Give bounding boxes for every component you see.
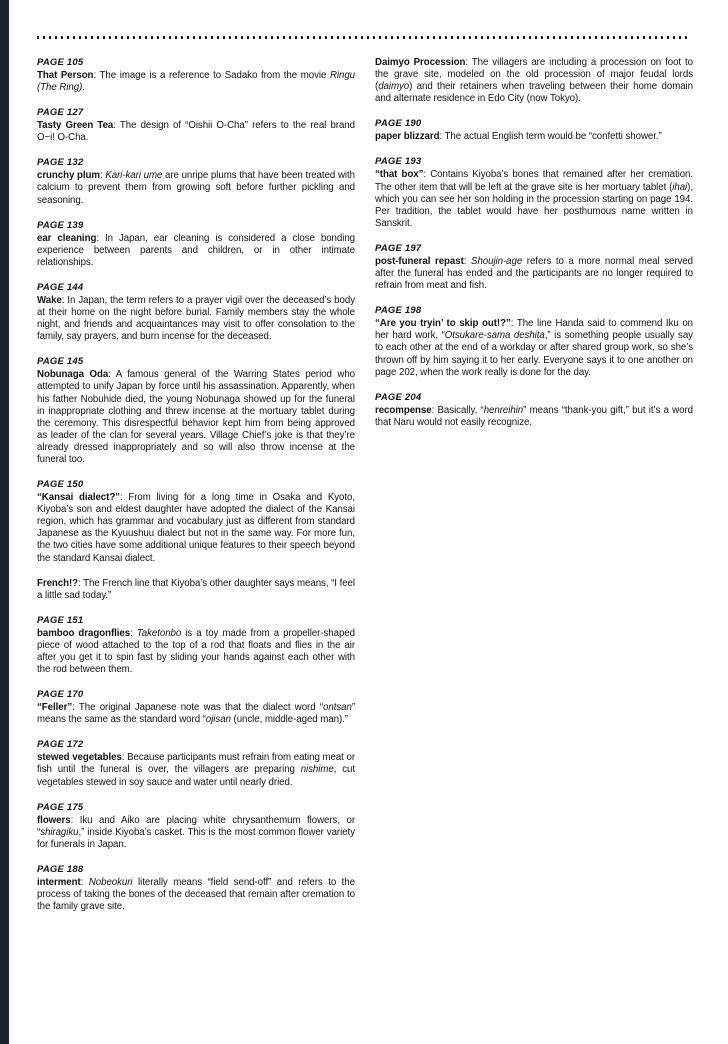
page-reference-label: PAGE 198	[375, 305, 422, 317]
note-text: ” means the same as the standard word “	[37, 702, 355, 726]
page-reference-label: PAGE 127	[37, 107, 84, 119]
note-italic-term: ojisan	[205, 714, 231, 726]
note-entry	[37, 157, 355, 206]
note-italic-term: Shoujin-age	[471, 255, 523, 267]
note-entry-body	[37, 877, 355, 913]
note-entry-body	[375, 169, 693, 229]
note-italic-term: henreihin	[483, 404, 524, 416]
note-entry-body	[37, 170, 355, 206]
note-entry	[37, 615, 355, 676]
note-entry	[37, 479, 355, 565]
page-reference-label: PAGE 193	[375, 156, 422, 168]
note-entry	[37, 739, 355, 788]
binding-strip	[0, 0, 9, 1044]
note-entry	[37, 282, 355, 343]
note-entry	[375, 392, 693, 429]
page-reference-label: PAGE 204	[375, 391, 422, 403]
dotted-divider	[37, 36, 690, 39]
left-column	[37, 57, 355, 913]
note-entry-body	[37, 233, 355, 269]
page-reference-label: PAGE 188	[37, 863, 84, 875]
note-entry-body	[37, 70, 355, 94]
note-text: : The line Handa said to commend Iku on her hard work, “	[375, 318, 693, 342]
page-reference-label: PAGE 145	[37, 356, 84, 368]
note-text: : The actual English term would be “confetti shower.”	[439, 131, 662, 143]
note-entry-body	[37, 702, 355, 726]
note-term: Wake	[37, 294, 62, 306]
note-text: .	[82, 82, 85, 94]
note-text: : Basically, “	[431, 404, 484, 416]
page-reference-label: PAGE 190	[375, 118, 422, 130]
note-entry	[37, 57, 355, 94]
note-text: are unripe plums that have been treated with calcium to prevent them from growing soft before further pickling and seasoning.	[37, 170, 355, 206]
note-text: , cut vegetables stewed in soy sauce and water until nearly dried.	[37, 764, 355, 788]
note-entry-body	[375, 318, 693, 378]
note-entry	[375, 243, 693, 292]
note-entry	[375, 156, 693, 229]
note-entry-body	[37, 492, 355, 565]
page-reference-label: PAGE 170	[37, 689, 84, 701]
note-term: crunchy plum	[37, 170, 100, 182]
note-italic-term: Ringu (The Ring)	[37, 70, 356, 94]
note-text: : Contains Kiyoba’s bones that remained after her cremation. The other item that will be left at the grave site is her mortuary tablet (	[375, 169, 694, 193]
note-italic-term: daimyo	[378, 81, 410, 93]
note-text: ) and their retainers when traveling between their home domain and alternate residence in Edo City (now Tokyo).	[375, 81, 693, 105]
note-text: : A famous general of the Warring States period who attempted to unify Japan by force until his assassination. Apparently, when his father Nobuhide died, the young Nobunaga showed up for the funeral in inappropriate clothing and threw incense at the mortuary tablet during the ceremony. This disrespectful behavior kept him from being approved as leader of the clan for several years. Village Chief’s joke is that they’re already dressed inappropriately and so will also throw incense at the funeral too.	[37, 369, 355, 465]
note-term: paper blizzard	[375, 131, 440, 143]
note-term: post-funeral repast	[375, 255, 464, 267]
page-reference-label: PAGE 150	[37, 479, 84, 491]
note-entry	[37, 864, 355, 913]
note-italic-term: ontsan	[323, 702, 352, 714]
note-text: : The design of “Oishii O-Cha” refers to the real brand O~i! O-Cha.	[37, 120, 355, 144]
note-entry	[375, 118, 693, 143]
note-term: bamboo dragonflies	[37, 627, 131, 639]
page-content	[9, 0, 728, 1044]
note-text: ,” is something people usually say to each other at the end of a workday or after shared group work, so she’s thrown off by him saying it to her early. Everyone says it to one another on page 202, when the work really is done for the day.	[375, 330, 693, 378]
note-term: Daimyo Procession	[375, 57, 466, 68]
note-entry	[37, 689, 355, 726]
note-text: : The villagers are including a procession on foot to the grave site, modeled on the old procession of major feudal lords (	[375, 57, 693, 93]
note-entry	[37, 356, 355, 466]
note-text: is a toy made from a propeller-shaped piece of wood attached to the top of a rod that floats and flies in the air after you get it to spin fast by sliding your hands against each other with the rod between them.	[37, 627, 355, 676]
note-italic-term: ihai	[672, 181, 688, 193]
note-entry	[375, 57, 693, 105]
note-term: “Are you tryin’ to skip out!?”	[375, 318, 511, 330]
note-entry	[37, 107, 355, 144]
page-reference-label: PAGE 197	[375, 242, 422, 254]
note-entry-body	[37, 815, 355, 851]
note-term: flowers	[37, 814, 71, 826]
note-entry-body	[37, 295, 355, 343]
note-entry	[37, 802, 355, 851]
note-entry	[375, 305, 693, 378]
note-text: : The image is a reference to Sadako from the movie	[93, 70, 330, 81]
note-italic-term: Otsukare-sama deshita	[444, 330, 545, 342]
note-entry	[37, 578, 355, 602]
note-text: ), which you can see her son holding in the procession starting on page 194. Per tradition, the tablet would have her posthumous name written in Sanskrit.	[375, 181, 693, 229]
page-reference-label: PAGE 172	[37, 739, 84, 751]
note-text: : The French line that Kiyoba’s other daughter says means, “I feel a little sad today.”	[37, 577, 355, 601]
note-term: “Kansai dialect?”	[37, 492, 120, 504]
two-column-layout	[37, 57, 694, 913]
note-text: : From living for a long time in Osaka and Kyoto, Kiyoba’s son and eldest daughter have adopted the dialect of the Kansai region, which has grammar and vocabulary just as different from standard Japanese as the Kyuushuu dialect but not in the same way. For more fun, the two cities have some additional unique features to their speech beyond the standard Kansai dialect.	[37, 492, 356, 564]
note-term: Nobunaga Oda	[37, 369, 109, 381]
note-entry	[37, 220, 355, 269]
note-text: refers to a more normal meal served after the funeral has ended and the participants are no longer required to refrain from meat and fish.	[375, 255, 693, 292]
note-text: ” means “thank-you gift,” but it’s a word that Naru would not easily recognize.	[375, 404, 693, 428]
note-italic-term: shiragiku	[40, 826, 79, 838]
note-term: ear cleaning	[37, 232, 97, 244]
right-column	[375, 57, 693, 429]
note-term: “that box”	[375, 169, 424, 181]
note-italic-term: Kari-kari ume	[105, 170, 163, 182]
note-text: :	[130, 627, 137, 639]
note-text: :	[80, 876, 89, 888]
note-text: : In Japan, ear cleaning is considered a close bonding experience between parents and children, or in other intimate relationships.	[37, 232, 355, 268]
note-entry-body	[37, 120, 355, 144]
note-term: interment	[37, 876, 81, 888]
note-entry-body	[375, 405, 693, 429]
note-italic-term: Taketonbo	[136, 627, 182, 639]
note-entry-body	[375, 256, 693, 292]
page-reference-label: PAGE 105	[37, 57, 84, 68]
page-reference-label: PAGE 144	[37, 281, 84, 293]
page-reference-label: PAGE 151	[37, 614, 84, 626]
note-entry-body	[37, 628, 355, 676]
note-text: : In Japan, the term refers to a prayer vigil over the deceased’s body at their home on the night before burial. Family members stay the whole night, and friends and acquaintances may visit to offer consolation to the family, say prayers, and burn incense for the deceased.	[37, 294, 355, 343]
note-text: ,” inside Kiyoba’s casket. This is the most common flower variety for funerals in Japan.	[37, 826, 355, 850]
note-term: recompense	[375, 404, 432, 416]
note-term: Tasty Green Tea	[37, 120, 114, 132]
note-entry-body	[375, 131, 693, 143]
page-reference-label: PAGE 132	[37, 157, 84, 169]
note-term: French!?	[37, 577, 79, 589]
note-text: : Because participants must refrain from eating meat or fish until the funeral is over, the villagers are preparing	[37, 752, 355, 776]
note-term: That Person	[37, 70, 94, 81]
note-entry-body	[37, 752, 355, 788]
note-text: : The original Japanese note was that the dialect word “	[72, 702, 324, 714]
note-text: :	[463, 255, 472, 267]
note-entry-body	[37, 369, 355, 466]
note-italic-term: Nobeokuri	[88, 876, 133, 888]
note-term: “Feller”	[37, 702, 73, 714]
note-entry-body	[37, 578, 355, 602]
page-reference-label: PAGE 175	[37, 801, 84, 813]
note-text: :	[99, 170, 106, 182]
note-entry-body	[375, 57, 693, 105]
note-text: literally means “field send-off” and refers to the process of taking the bones of the deceased that remain after cremation to the family grave site.	[37, 876, 355, 913]
note-text: (uncle, middle-aged man).”	[230, 714, 348, 726]
page-reference-label: PAGE 139	[37, 219, 84, 231]
note-italic-term: nishime	[300, 764, 334, 776]
note-term: stewed vegetables	[37, 752, 122, 764]
note-text: : Iku and Aiko are placing white chrysanthemum flowers, or “	[37, 814, 355, 838]
